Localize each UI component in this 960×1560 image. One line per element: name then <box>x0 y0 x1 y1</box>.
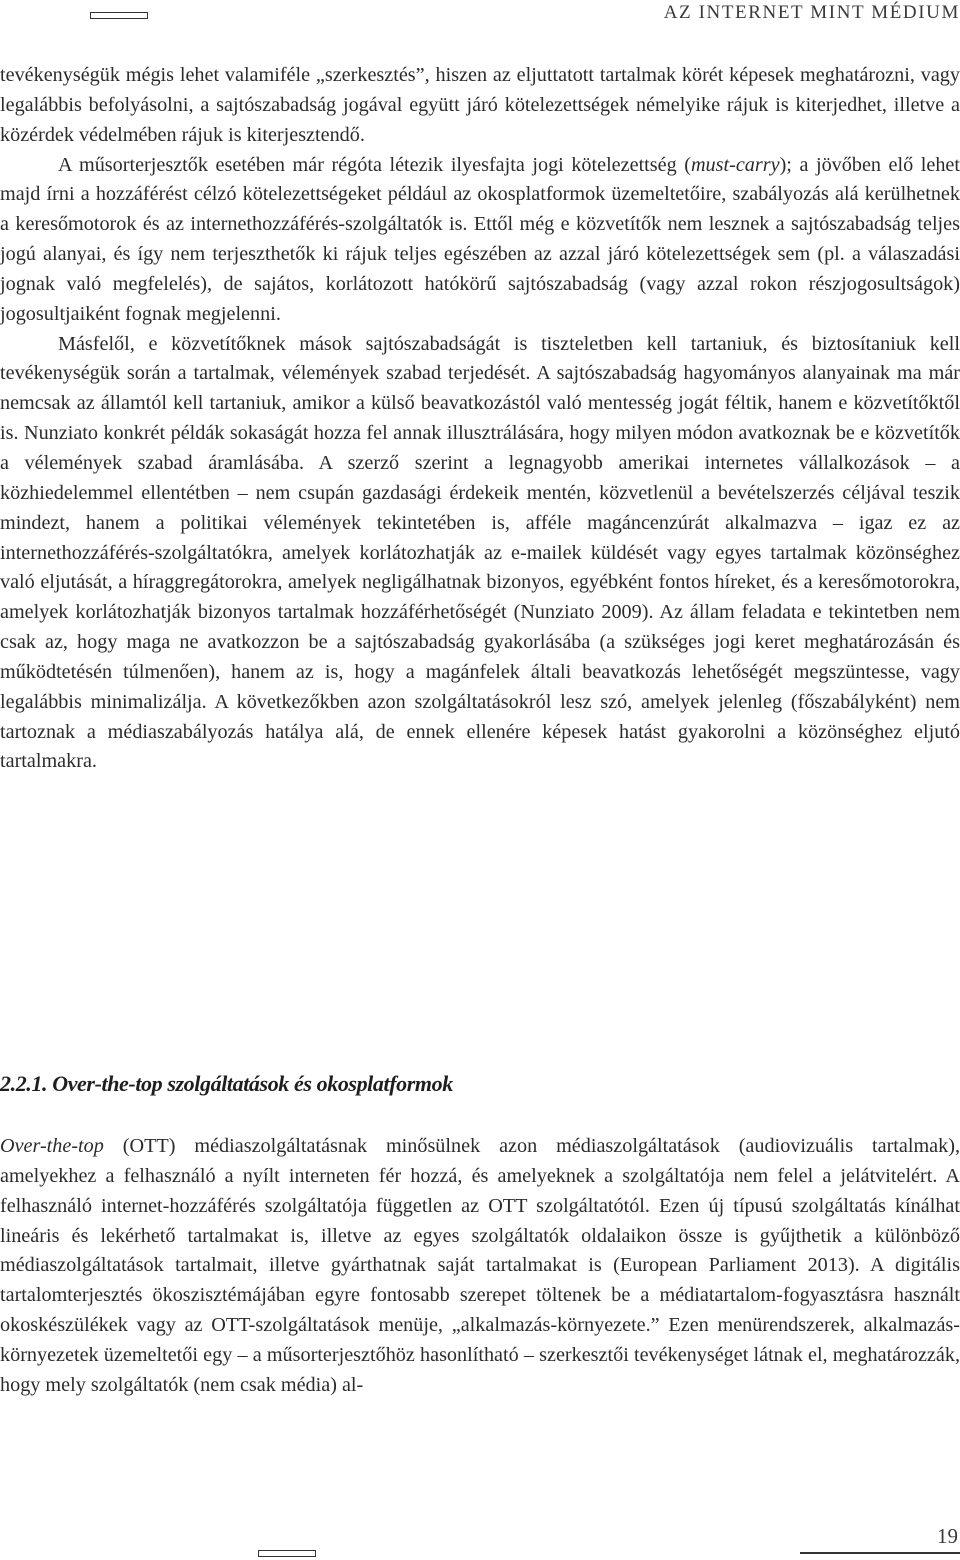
paragraph-text: A műsorterjesztők esetében már régóta létezik ilyesfajta jogi kötelezettség ( <box>58 153 691 176</box>
text-block-upper <box>0 61 960 777</box>
section-heading: 2.2.1. Over-the-top szolgáltatások és okosplatformok <box>0 1071 453 1096</box>
paragraph-continuation: tevékenységük mégis lehet valamiféle „szerkesztés”, hiszen az eljuttatott tartalmak körét képesek meghatározni, vagy legalábbis befolyásolni, a sajtószabadság jogával együtt járó kötelezettségek némelyike rájuk is kiterjedhet, illetve a közérdek védelmében rájuk is kiterjesztendő. <box>0 64 960 146</box>
paragraph-masfelol: Másfelől, e közvetítőknek mások sajtószabadságát is tiszteletben kell tartaniuk, és biztosítaniuk kell tevékenységük során a tartalmak, vélemények szabad terjedését. A sajtószabadság hagyományos alanyainak ma már nemcsak az államtól kell tartaniuk, amikor a külső beavatkozástól való mentesség jogát féltik, hanem e közvetítőktől is. Nunziato konkrét példák sokaságát hozza fel annak illusztrálására, hogy milyen módon avatkoznak be e közvetítők a vélemények szabad áramlásába. A szerző szerint a legnagyobb amerikai internetes vállalkozások – a közhiedelemmel ellentétben – nem csupán gazdasági érdekeik mentén, közvetlenül a bevételszerzés céljával teszik mindezt, hanem a politikai vélemények tekintetében is, afféle magáncenzúrát alkalmazva – igaz ez az internethozzáférés-szolgáltatókra, amelyek korlátozhatják az e-mailek küldését vagy egyes tartalmak közönséghez való eljutását, a híraggregátorokra, amelyek negligálhatnak bizonyos, egyébként fontos híreket, és a keresőmotorokra, amelyek korlátozhatják bizonyos tartalmak hozzáférhetőségét (Nunziato 2009). Az állam feladata e tekintetben nem csak az, hogy maga ne avatkozzon be a sajtószabadság gyakorlásába (a szükséges jogi keret meghatározásán és működtetésén túlmenően), hanem az is, hogy a magánfelek általi beavatkozás lehetőségét megszüntesse, vagy legalábbis minimalizálja. A következőkben azon szolgáltatásokról lesz szó, amelyek jelenleg (főszabályként) nem tartoznak a médiaszabályozás hatálya alá, de ennek ellenére képesek hatást gyakorolni a közönséghez eljutó tartalmakra. <box>0 332 960 773</box>
footer-line <box>800 1552 960 1554</box>
text-block-lower <box>0 1132 960 1401</box>
paragraph-text: ); a jövőben elő lehet majd írni a hozzáférést célzó kötelezettségeket például az okosplatformok üzemeltetőire, szabályozás alá kerülhetnek a keresőmotorok és az internethozzáférés-szolgáltatók is. Ettől még e közvetítők nem lesznek a sajtószabadság teljes jogú alanyai, és így nem terjeszthetők ki rájuk teljes egészében az azzal járó kötelezettségek sem (pl. a válaszadási jognak való megfelelés), de sajátos, korlátozott hatókörű sajtószabadság (vagy azzal rokon részjogosultságok) jogosultjaiként fognak megjelenni. <box>0 153 960 325</box>
page-number: 19 <box>937 1524 958 1548</box>
paragraph-ott <box>0 1132 960 1401</box>
italic-term: Over-the-top <box>0 1135 104 1157</box>
footer-decoration <box>258 1550 316 1557</box>
italic-term: must-carry <box>690 153 780 176</box>
paragraph-must-carry <box>0 151 960 330</box>
paragraph-text: (OTT) médiaszolgáltatásnak minősülnek azon médiaszolgáltatások (audiovizuális tartalmak), amelyekhez a felhasználó a nyílt interneten fér hozzá, és amelyeknek a szolgáltatója nem felel a jelátvitelért. A felhasználó internet-hozzáférés szolgáltatója független az OTT szolgáltatótól. Ezen új típusú szolgáltatás kínálhat lineáris és lekérhető tartalmakat is, illetve az egyes szolgáltatók oldalaikon össze is gyűjthetik a különböző médiaszolgáltatások tartalmait, illetve gyárthatnak saját tartalmakat is (European Parliament 2013). A digitális tartalomterjesztés ökoszisztémájában egyre fontosabb szerepet töltenek be a médiatartalom-fogyasztásra használt okoskészülékek vagy az OTT-szolgáltatások menüje, „alkalmazás-környezete.” Ezen menürendszerek, alkalmazás-környezetek üzemeltetői egy – a műsorterjesztőhöz hasonlítható – szerkesztői tevékenységet látnak el, meghatározzák, hogy mely szolgáltatók (nem csak média) al- <box>0 1135 960 1396</box>
header-decoration <box>90 12 148 19</box>
running-title: AZ INTERNET MINT MÉDIUM <box>663 2 960 23</box>
